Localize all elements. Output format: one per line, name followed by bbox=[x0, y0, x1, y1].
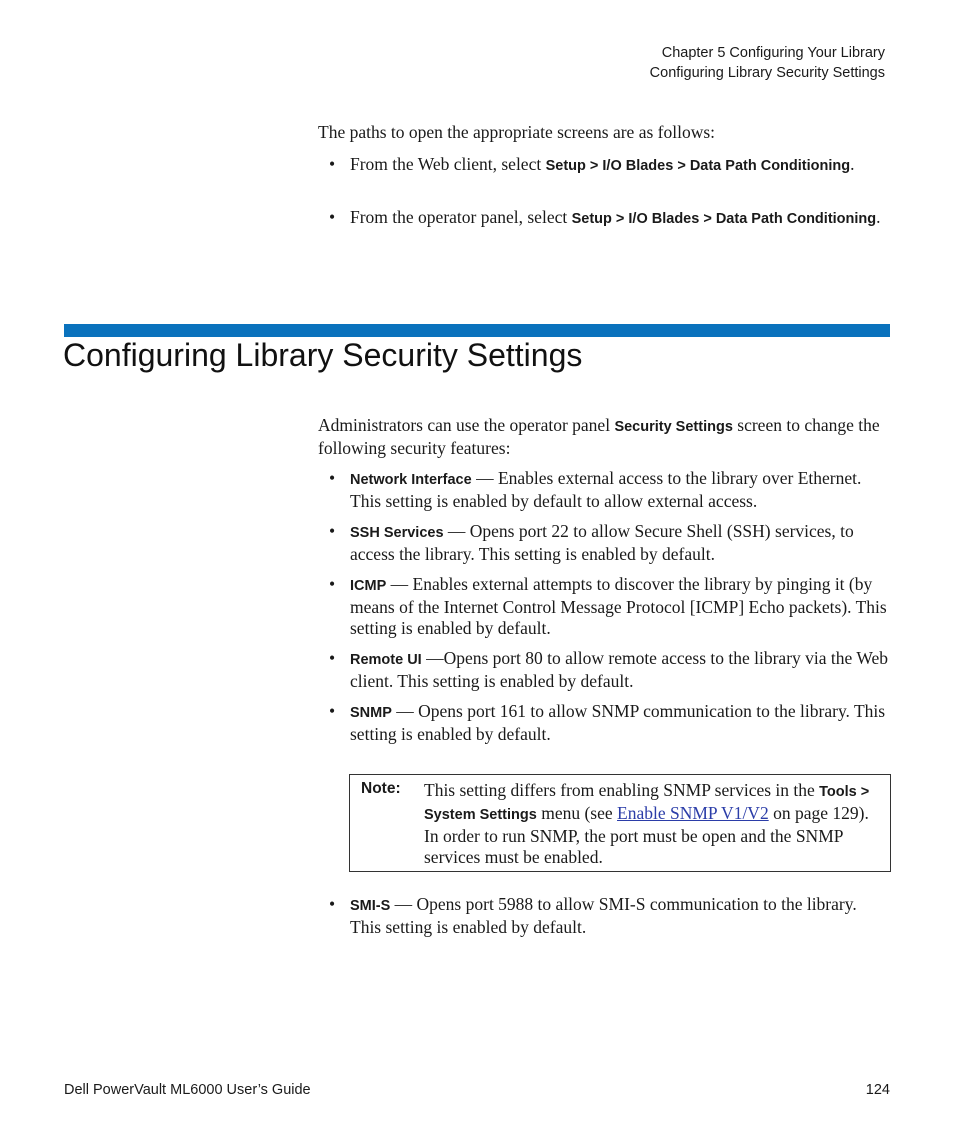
list-item-snmp: • SNMP — Opens port 161 to allow SNMP communication to the library. This setting is enabled by default. bbox=[329, 701, 886, 744]
bullet-icon: • bbox=[329, 521, 336, 541]
note-box bbox=[349, 774, 891, 872]
bullet-icon: • bbox=[329, 574, 336, 594]
screen-name: Security Settings bbox=[614, 419, 733, 435]
running-header-section: Configuring Library Security Settings bbox=[649, 65, 885, 81]
bullet-icon: • bbox=[329, 207, 336, 227]
menu-path-operator: Setup > I/O Blades > Data Path Conditioning bbox=[571, 211, 877, 227]
paths-intro: The paths to open the appropriate screens are as follows: bbox=[318, 122, 716, 142]
list-item-ssh-services: • SSH Services — Opens port 22 to allow Secure Shell (SSH) services, to access the library. This setting is enabled by default. bbox=[329, 521, 854, 564]
note-label: Note: bbox=[361, 780, 401, 797]
menu-path-tools: Tools > System Settings bbox=[424, 784, 870, 823]
bullet-icon: • bbox=[329, 468, 336, 488]
section-intro: Administrators can use the operator panel Security Settings screen to change the following security features: bbox=[318, 415, 880, 458]
running-header-chapter: Chapter 5 Configuring Your Library bbox=[661, 45, 885, 61]
enable-snmp-link[interactable]: Enable SNMP V1/V2 bbox=[617, 803, 769, 823]
menu-path-web: Setup > I/O Blades > Data Path Conditioning bbox=[545, 158, 851, 174]
bullet-icon: • bbox=[329, 894, 336, 914]
bullet-icon: • bbox=[329, 648, 336, 668]
note-text: This setting differs from enabling SNMP services in the Tools > System Settings menu (see Enable SNMP V1/V2 on page 129). In order to run SNMP, the port must be open and the SNMP services must be enabled. bbox=[424, 780, 870, 867]
bullet-icon: • bbox=[329, 701, 336, 721]
list-item-smi-s: • SMI-S — Opens port 5988 to allow SMI-S communication to the library. This setting is enabled by default. bbox=[329, 894, 857, 937]
list-item-network-interface: • Network Interface — Enables external access to the library over Ethernet. This setting is enabled by default to allow external access. bbox=[329, 468, 862, 511]
bullet-icon: • bbox=[329, 154, 336, 174]
list-item-icmp: • ICMP — Enables external attempts to discover the library by pinging it (by means of the Internet Control Message Protocol [ICMP] Echo packets). This setting is enabled by default. bbox=[329, 574, 887, 638]
list-item: • From the Web client, select Setup > I/O Blades > Data Path Conditioning. bbox=[329, 154, 855, 174]
list-item-remote-ui: • Remote UI —Opens port 80 to allow remote access to the library via the Web client. This setting is enabled by default. bbox=[329, 648, 888, 691]
page-number: 124 bbox=[865, 1082, 890, 1098]
footer-title: Dell PowerVault ML6000 User’s Guide bbox=[64, 1082, 311, 1098]
section-title: Configuring Library Security Settings bbox=[63, 337, 583, 373]
list-item: • From the operator panel, select Setup > I/O Blades > Data Path Conditioning. bbox=[329, 207, 881, 227]
